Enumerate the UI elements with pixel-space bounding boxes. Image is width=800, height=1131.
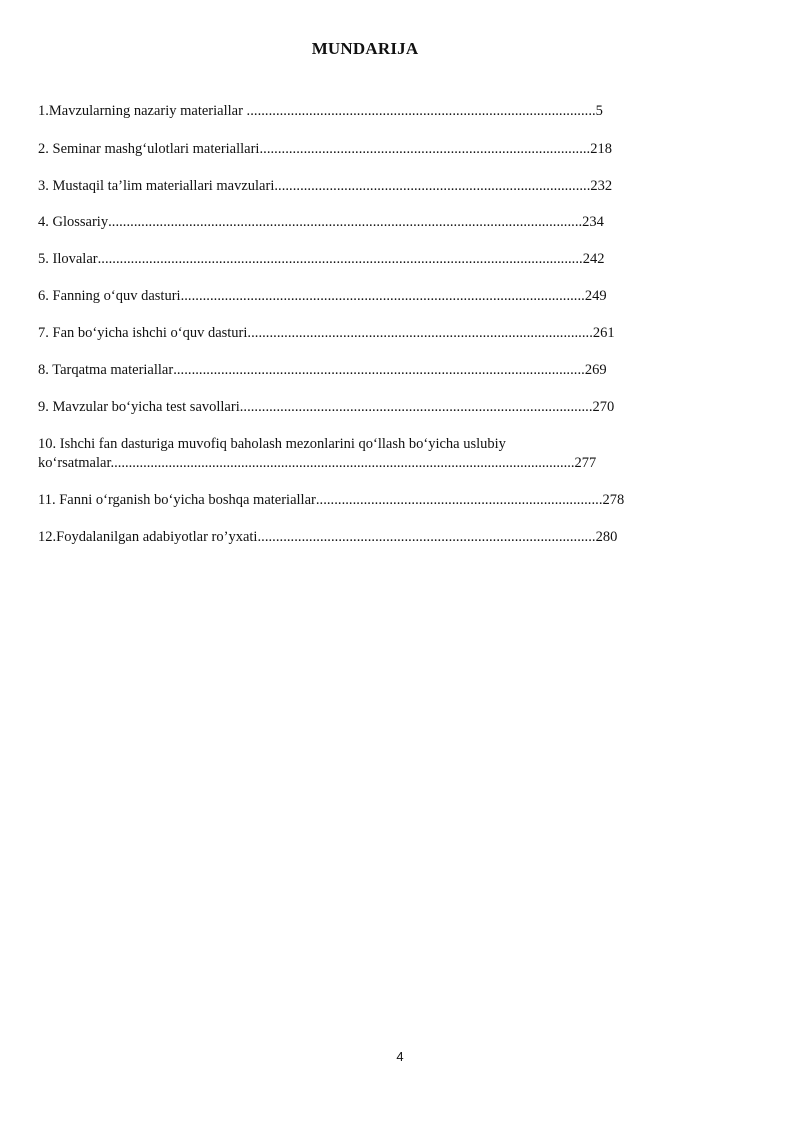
toc-entry-leader: .............................................................................................................. bbox=[180, 288, 585, 304]
toc-entry-page: 269 bbox=[584, 362, 607, 378]
toc-entry-page: 218 bbox=[590, 141, 612, 157]
toc-entry-3 bbox=[38, 177, 612, 195]
toc-entry-leader: .............................................................................. bbox=[315, 492, 603, 508]
toc-entry-2 bbox=[38, 140, 612, 158]
toc-entry-page: 280 bbox=[595, 529, 618, 545]
toc-entry-page: 277 bbox=[574, 455, 597, 471]
toc-entry-leader: ............................................................................................... bbox=[246, 103, 596, 119]
toc-entry-leader: ................................................................................................ bbox=[239, 399, 593, 415]
toc-entry-leader: ...................................................................................... bbox=[274, 178, 591, 194]
toc-entry-7 bbox=[38, 324, 615, 342]
toc-entry-text: 4. Glossariy bbox=[38, 214, 109, 230]
page-title: MUNDARIJA bbox=[311, 39, 419, 58]
toc-entry-12 bbox=[38, 528, 617, 546]
toc-entry-text: 10. Ishchi fan dasturiga muvofiq baholash mezonlarini qo‘llash bo‘yicha uslubiy bbox=[38, 436, 506, 452]
toc-entry-text-continued: ko‘rsatmalar bbox=[38, 455, 111, 471]
toc-entry-page: 249 bbox=[584, 288, 607, 304]
toc-entry-page: 270 bbox=[592, 399, 615, 415]
toc-entry-9 bbox=[38, 398, 614, 416]
toc-entry-page: 278 bbox=[602, 492, 625, 508]
toc-entry-page: 232 bbox=[590, 178, 613, 194]
toc-entry-page: 261 bbox=[592, 325, 615, 341]
toc-entry-page: 234 bbox=[582, 214, 604, 230]
toc-entry-text: 2. Seminar mashg‘ulotlari materiallari bbox=[38, 141, 260, 157]
toc-entry-leader: .......................................................................................... bbox=[259, 141, 591, 157]
toc-entry-leader: ............................................................................................ bbox=[257, 529, 596, 545]
toc-entry-text: 1.Mavzularning nazariy materiallar bbox=[38, 103, 247, 119]
footer-page-number: 4 bbox=[396, 1049, 404, 1064]
toc-entry-6 bbox=[38, 287, 607, 305]
toc-entry-11 bbox=[38, 491, 624, 509]
toc-entry-text: 8. Tarqatma materiallar bbox=[38, 362, 174, 378]
toc-entry-leader: ................................................................................................................ bbox=[173, 362, 585, 378]
toc-entry-leader: ................................................................................................................................ bbox=[110, 455, 575, 471]
toc-entry-text: 6. Fanning o‘quv dasturi bbox=[38, 288, 181, 304]
toc-entry-leader: ................................................................................................................................. bbox=[108, 214, 583, 230]
toc-entry-text: 12.Foydalanilgan adabiyotlar ro’yxati bbox=[38, 529, 258, 545]
toc-entry-text: 11. Fanni o‘rganish bo‘yicha boshqa materiallar bbox=[38, 492, 316, 508]
toc-entry-text: 5. Ilovalar bbox=[38, 251, 98, 267]
toc-entry-4 bbox=[38, 213, 604, 231]
toc-entry-1 bbox=[38, 102, 603, 120]
toc-entry-leader: .................................................................................................................................... bbox=[97, 251, 583, 267]
toc-entry-text: 9. Mavzular bo‘yicha test savollari bbox=[38, 399, 240, 415]
toc-entry-8 bbox=[38, 361, 607, 379]
toc-entry-second-line bbox=[38, 454, 596, 473]
toc-entry-leader: .............................................................................................. bbox=[247, 325, 593, 341]
toc-entry-page: 5 bbox=[595, 103, 603, 119]
toc-entry-5 bbox=[38, 250, 604, 268]
toc-entry-text: 3. Mustaqil ta’lim materiallari mavzulari bbox=[38, 178, 275, 194]
toc-entry-page: 242 bbox=[582, 251, 605, 267]
toc-entry-10 bbox=[38, 435, 596, 473]
toc-entry-text: 7. Fan bo‘yicha ishchi o‘quv dasturi bbox=[38, 325, 248, 341]
